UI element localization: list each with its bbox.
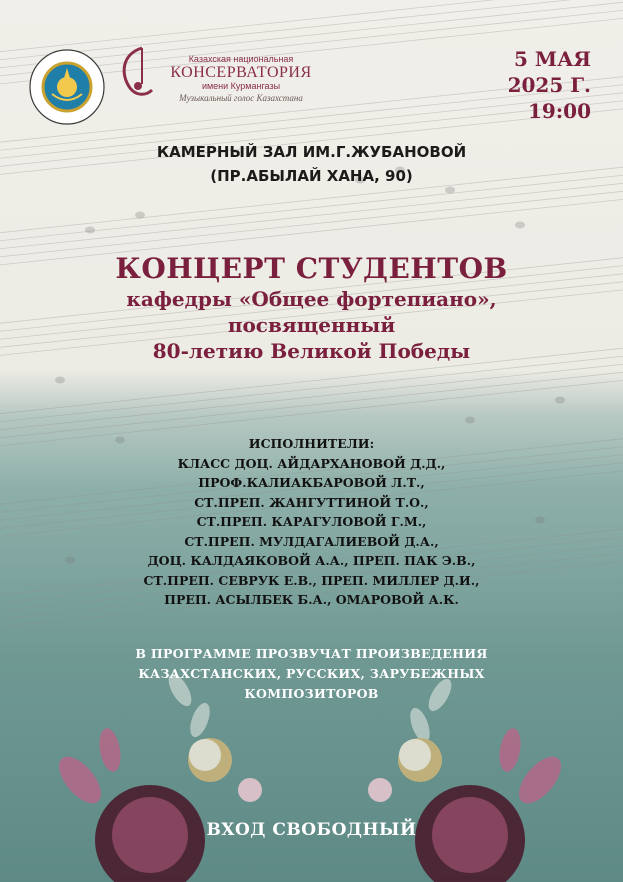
performer-line: ПРЕП. АСЫЛБЕК Б.А., ОМАРОВОЙ А.К. <box>164 592 459 607</box>
ministry-emblem-icon <box>28 48 106 126</box>
date-year: 2025 Г. <box>507 73 591 97</box>
performer-line: СТ.ПРЕП. СЕВРУК Е.В., ПРЕП. МИЛЛЕР Д.И., <box>143 572 480 588</box>
title-anniversary: 80-летию Великой Победы <box>152 339 471 363</box>
date-time: 19:00 <box>527 99 591 123</box>
venue-address: (ПР.АБЫЛАЙ ХАНА, 90) <box>210 167 413 185</box>
date-day: 5 МАЯ <box>514 47 591 71</box>
concert-title <box>0 252 623 364</box>
program-line: В ПРОГРАММЕ ПРОЗВУЧАТ ПРОИЗВЕДЕНИЯ <box>135 646 488 661</box>
performer-line: СТ.ПРЕП. ЖАНГУТТИНОЙ Т.О., <box>194 494 429 510</box>
performers-list <box>0 434 623 610</box>
event-date <box>508 46 591 124</box>
program-line: КАЗАХСТАНСКИХ, РУССКИХ, ЗАРУБЕЖНЫХ <box>138 666 485 681</box>
performer-line: СТ.ПРЕП. МУЛДАГАЛИЕВОЙ Д.А., <box>184 533 439 549</box>
program-note <box>0 644 623 704</box>
conservatory-subtitle: имени Курмангазы <box>201 81 281 91</box>
conservatory-motto: Музыкальный голос Казахстана <box>179 93 303 103</box>
performer-line: ПРОФ.КАЛИАКБАРОВОЙ Л.Т., <box>198 475 425 490</box>
performer-line: ДОЦ. КАЛДАЯКОВОЙ А.А., ПРЕП. ПАК Э.В., <box>147 553 476 568</box>
conservatory-top-text: Казахская национальная <box>188 54 294 64</box>
venue <box>0 140 623 188</box>
title-dedicated: посвященный <box>227 313 396 337</box>
program-line: КОМПОЗИТОРОВ <box>244 686 379 701</box>
title-main: КОНЦЕРТ СТУДЕНТОВ <box>115 252 508 285</box>
free-entry-label: ВХОД СВОБОДНЫЙ <box>206 820 417 840</box>
performer-line: СТ.ПРЕП. КАРАГУЛОВОЙ Г.М., <box>196 514 427 529</box>
performer-line: КЛАСС ДОЦ. АЙДАРХАНОВОЙ Д.Д., <box>177 455 446 471</box>
performers-heading: ИСПОЛНИТЕЛИ: <box>248 436 375 451</box>
conservatory-title: КОНСЕРВАТОРИЯ <box>170 64 312 81</box>
logos <box>28 40 312 120</box>
title-department: кафедры «Общее фортепиано», <box>126 287 497 311</box>
venue-hall: КАМЕРНЫЙ ЗАЛ ИМ.Г.ЖУБАНОВОЙ <box>156 143 467 161</box>
conservatory-name <box>166 54 316 103</box>
conservatory-logo-icon <box>112 44 160 104</box>
